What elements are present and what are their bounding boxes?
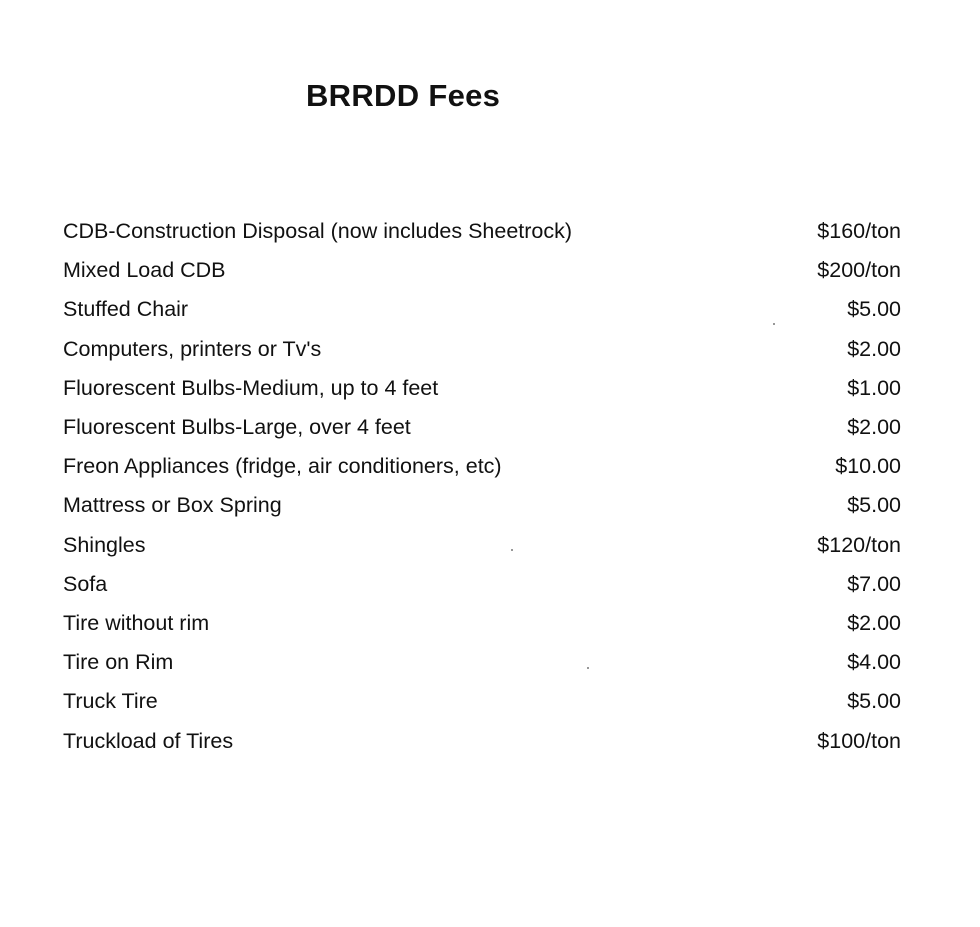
- fee-row: [63, 643, 901, 682]
- fee-price: $2.00: [847, 610, 901, 635]
- fee-price: $2.00: [847, 415, 901, 440]
- fee-row: [63, 212, 901, 251]
- fee-item: Tire on Rim: [63, 650, 174, 675]
- fee-item: Stuffed Chair: [63, 297, 189, 322]
- fee-item: CDB-Construction Disposal (now includes Sheetrock): [63, 219, 573, 244]
- fee-price: $5.00: [847, 689, 901, 714]
- fee-item: Mixed Load CDB: [63, 258, 226, 283]
- fee-item: Freon Appliances (fridge, air conditioners, etc): [63, 454, 502, 479]
- fee-price: $160/ton: [817, 219, 901, 244]
- page-title: BRRDD Fees: [306, 78, 501, 113]
- fee-price: $200/ton: [817, 258, 901, 283]
- fee-item: Truck Tire: [63, 689, 158, 714]
- scan-speck: [773, 323, 775, 325]
- fee-row: [63, 565, 901, 604]
- fee-item: Mattress or Box Spring: [63, 493, 282, 518]
- fee-row: [63, 526, 901, 565]
- fee-price: $5.00: [847, 493, 901, 518]
- fee-row: [63, 486, 901, 525]
- fee-row: [63, 604, 901, 643]
- fee-row: [63, 447, 901, 486]
- fee-row: [63, 721, 901, 760]
- fee-price: $10.00: [835, 454, 901, 479]
- fee-item: Tire without rim: [63, 610, 210, 635]
- fee-price: $5.00: [847, 297, 901, 322]
- fee-row: [63, 251, 901, 290]
- fee-row: [63, 330, 901, 369]
- fee-row: [63, 369, 901, 408]
- fee-item: Fluorescent Bulbs-Medium, up to 4 feet: [63, 375, 439, 400]
- fee-table: [63, 212, 901, 761]
- fee-price: $4.00: [847, 650, 901, 675]
- fee-price: $120/ton: [817, 532, 901, 557]
- fee-item: Truckload of Tires: [63, 728, 234, 753]
- fee-price: $1.00: [847, 375, 901, 400]
- fee-item: Computers, printers or Tv's: [63, 336, 322, 361]
- fee-item: Sofa: [63, 571, 108, 596]
- fee-price: $100/ton: [817, 728, 901, 753]
- fee-price: $2.00: [847, 336, 901, 361]
- scan-speck: [587, 667, 589, 669]
- fee-item: Shingles: [63, 532, 146, 557]
- fee-row: [63, 682, 901, 721]
- fee-row: [63, 408, 901, 447]
- fee-row: [63, 290, 901, 329]
- scan-speck: [511, 549, 513, 551]
- fee-price: $7.00: [847, 571, 901, 596]
- fee-item: Fluorescent Bulbs-Large, over 4 feet: [63, 415, 411, 440]
